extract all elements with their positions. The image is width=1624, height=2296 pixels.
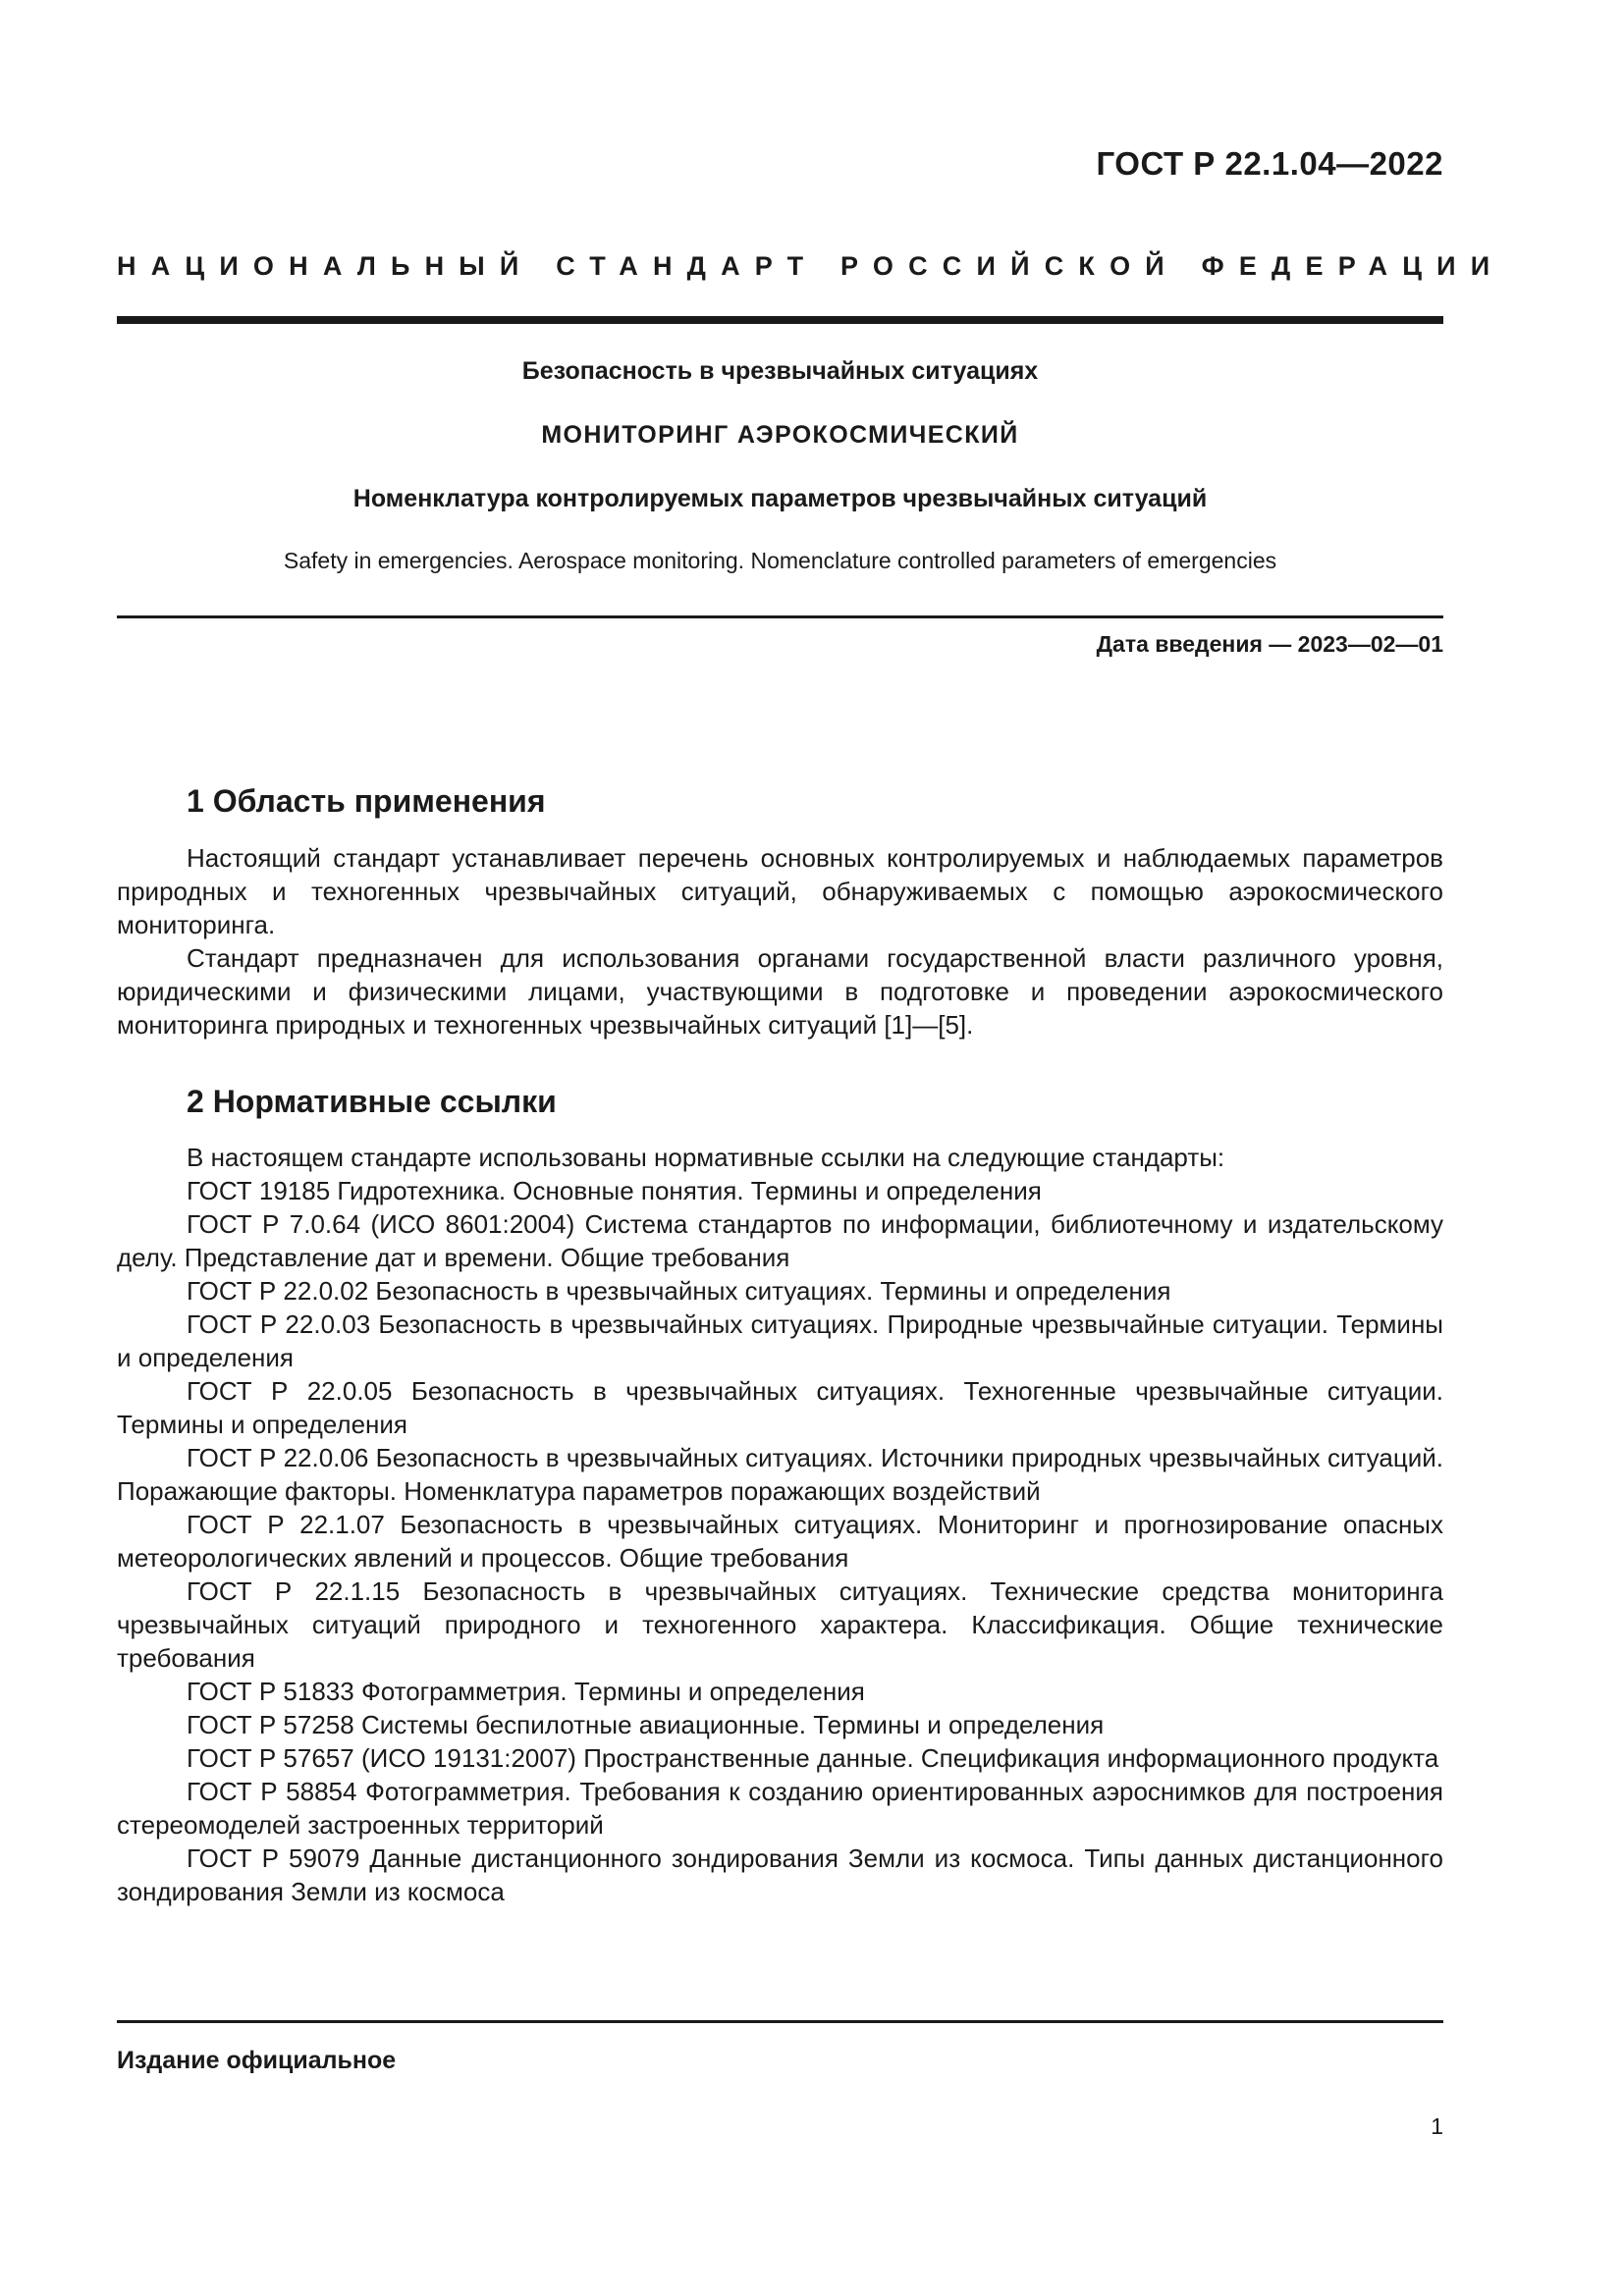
section-body-scope xyxy=(117,841,1443,1041)
paragraph: Настоящий стандарт устанавливает перечень основных контролируемых и наблюдаемых параметров природных и техногенных чрезвычайных ситуаций, обнаруживаемых с помощью аэрокосмического мониторинга. xyxy=(117,843,1443,939)
standard-subtitle: Номенклатура контролируемых параметров чрезвычайных ситуаций xyxy=(352,485,1208,512)
header-divider xyxy=(117,316,1443,324)
footer-divider xyxy=(117,2020,1443,2023)
section-heading-scope: 1 Область применения xyxy=(187,783,546,819)
reference-item: ГОСТ 19185 Гидротехника. Основные понятия. Термины и определения xyxy=(187,1176,1042,1205)
reference-item: ГОСТ Р 22.1.15 Безопасность в чрезвычайных ситуациях. Технические средства мониторинга чрезвычайных ситуаций природного и техногенного характера. Классификация. Общие технические требования xyxy=(117,1576,1443,1673)
standard-topic: Безопасность в чрезвычайных ситуациях xyxy=(521,357,1039,385)
standard-main-title: МОНИТОРИНГ АЭРОКОСМИЧЕСКИЙ xyxy=(541,421,1019,449)
reference-item: ГОСТ Р 22.0.02 Безопасность в чрезвычайных ситуациях. Термины и определения xyxy=(187,1276,1171,1306)
reference-item: ГОСТ Р 22.1.07 Безопасность в чрезвычайных ситуациях. Мониторинг и прогнозирование опасных метеорологических явлений и процессов. Общие требования xyxy=(117,1510,1443,1573)
reference-item: ГОСТ Р 22.0.05 Безопасность в чрезвычайных ситуациях. Техногенные чрезвычайные ситуации. Термины и определения xyxy=(117,1376,1443,1439)
section-heading-normative-references: 2 Нормативные ссылки xyxy=(187,1084,557,1119)
reference-item: ГОСТ Р 57258 Системы беспилотные авиационные. Термины и определения xyxy=(187,1710,1105,1739)
reference-item: ГОСТ Р 22.0.06 Безопасность в чрезвычайных ситуациях. Источники природных чрезвычайных ситуаций. Поражающие факторы. Номенклатура параметров поражающих воздействий xyxy=(117,1443,1443,1506)
edition-label: Издание официальное xyxy=(117,2047,397,2074)
section-body-normative-references xyxy=(117,1141,1443,1908)
reference-item: ГОСТ Р 22.0.03 Безопасность в чрезвычайных ситуациях. Природные чрезвычайные ситуации. Термины и определения xyxy=(117,1309,1443,1372)
paragraph: Стандарт предназначен для использования органами государственной власти различного уровня, юридическими и физическими лицами, участвующими в подготовке и проведении аэрокосмического мониторинга природных и техногенных чрезвычайных ситуаций [1]—[5]. xyxy=(117,943,1443,1040)
standard-english-title: Safety in emergencies. Aerospace monitoring. Nomenclature controlled parameters of emergencies xyxy=(283,548,1277,573)
page-number: 1 xyxy=(1431,2113,1443,2139)
reference-item: ГОСТ Р 57657 (ИСО 19131:2007) Пространственные данные. Спецификация информационного продукта xyxy=(187,1743,1439,1773)
document-code: ГОСТ Р 22.1.04—2022 xyxy=(1096,145,1443,182)
reference-item: ГОСТ Р 59079 Данные дистанционного зондирования Земли из космоса. Типы данных дистанционного зондирования Земли из космоса xyxy=(117,1843,1443,1906)
national-standard-title: НАЦИОНАЛЬНЫЙ СТАНДАРТ РОССИЙСКОЙ ФЕДЕРАЦИИ xyxy=(117,251,1505,281)
reference-item: ГОСТ Р 51833 Фотограмметрия. Термины и определения xyxy=(187,1677,865,1706)
paragraph: В настоящем стандарте использованы нормативные ссылки на следующие стандарты: xyxy=(187,1143,1225,1172)
title-divider xyxy=(117,615,1443,618)
introduction-date: Дата введения — 2023—02—01 xyxy=(1096,631,1443,657)
reference-item: ГОСТ Р 7.0.64 (ИСО 8601:2004) Система стандартов по информации, библиотечному и издательскому делу. Представление дат и времени. Общие требования xyxy=(117,1209,1443,1272)
reference-item: ГОСТ Р 58854 Фотограмметрия. Требования к созданию ориентированных аэроснимков для построения стереомоделей застроенных территорий xyxy=(117,1777,1443,1840)
